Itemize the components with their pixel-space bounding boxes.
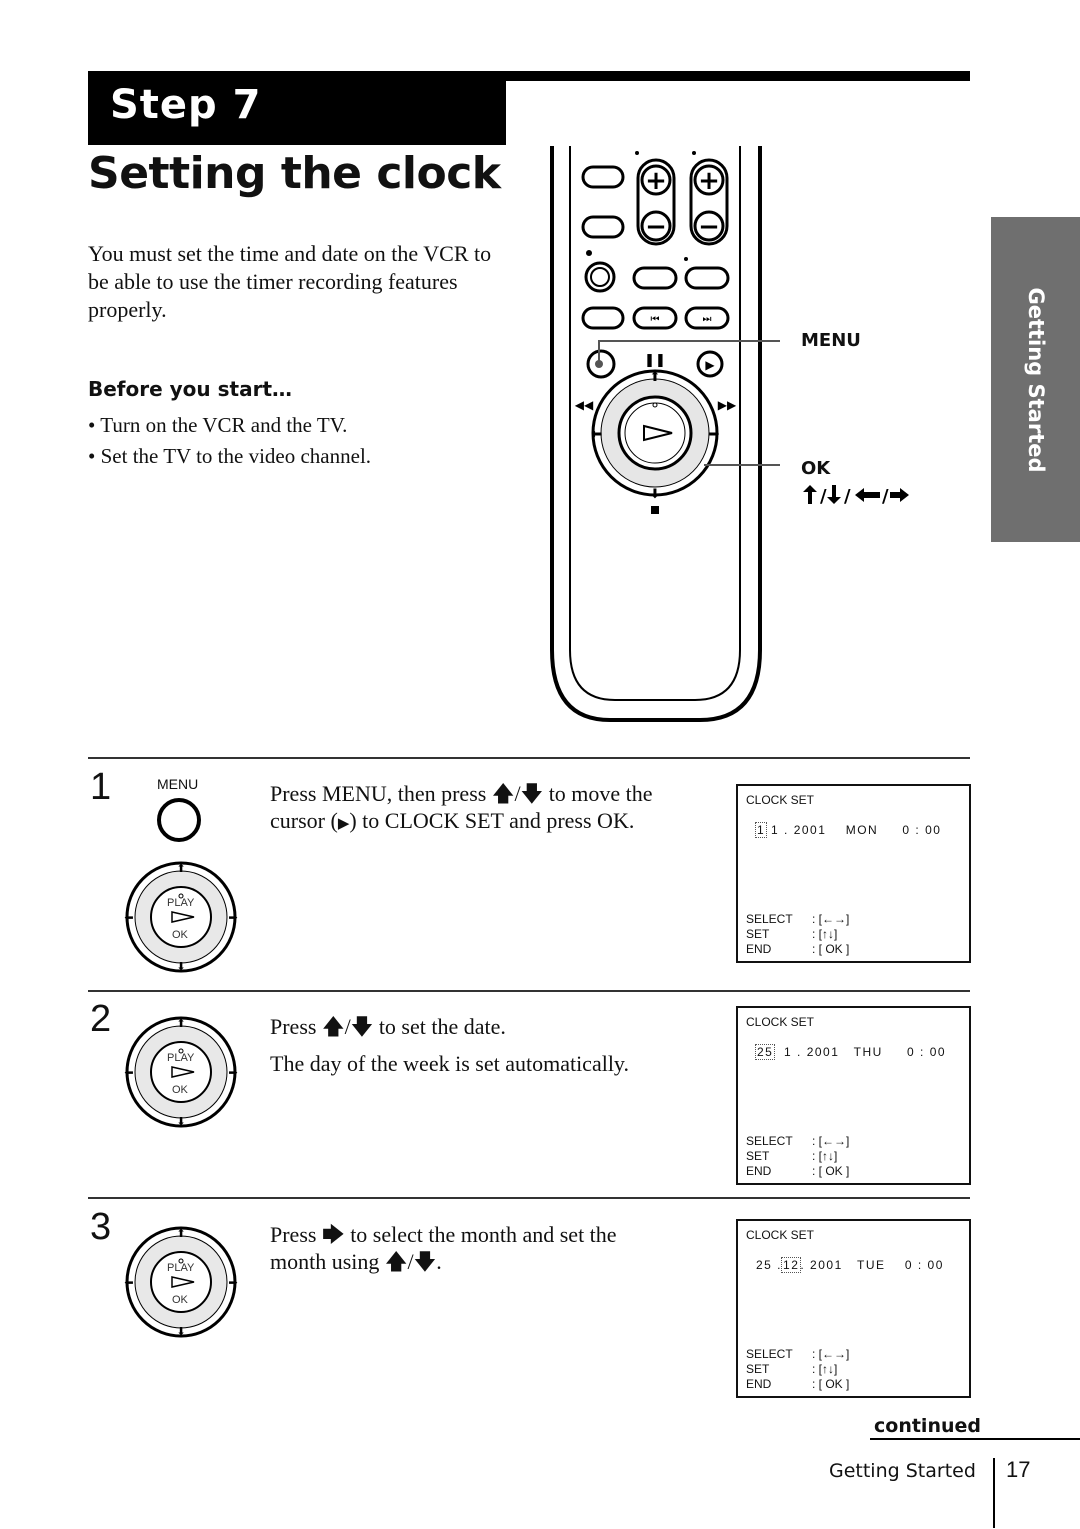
svg-text:❚❚: ❚❚ [644, 353, 666, 368]
continued-label: continued [874, 1415, 981, 1437]
up-down-arrow-icon: 🡅/🡇 [491, 781, 544, 806]
svg-text:+: + [698, 166, 720, 196]
footer-section-name: Getting Started [829, 1460, 976, 1482]
step-instruction: Press MENU, then press 🡅/🡇 to move the cursor (▶) to CLOCK SET and press OK. [270, 781, 653, 833]
svg-text:➡: ➡ [228, 1066, 238, 1079]
svg-text:⏭: ⏭ [702, 314, 712, 325]
screen-date-line: 25 .12. 2001 TUE 0 : 00 [756, 1258, 944, 1272]
clock-set-screen [736, 1006, 971, 1185]
svg-text:⬆: ⬆ [649, 370, 661, 385]
svg-text:/: / [820, 486, 827, 506]
svg-text:◀◀: ◀◀ [574, 398, 594, 412]
screen-value: : [↑↓] [812, 1362, 838, 1376]
screen-value: : [ OK ] [812, 1377, 850, 1391]
svg-text:+: + [645, 166, 667, 196]
blinking-month: 12 [783, 1258, 800, 1272]
screen-value: : [ OK ] [812, 1164, 850, 1178]
blinking-day: 1 [757, 823, 766, 837]
dpad-ok-label: OK [172, 929, 188, 941]
dpad-play-label: PLAY [167, 1262, 195, 1274]
screen-value: : [ OK ] [812, 942, 850, 956]
before-you-start-heading: Before you start… [88, 377, 293, 401]
clock-set-screen [736, 1219, 971, 1398]
svg-text:⬇: ⬇ [176, 1325, 186, 1338]
screen-key: SET [746, 927, 770, 941]
step-number: 1 [90, 766, 112, 808]
screen-key: SELECT [746, 1347, 793, 1361]
screen-key: END [746, 942, 772, 956]
screen-key: END [746, 1377, 772, 1391]
dpad-icon [122, 1015, 240, 1129]
screen-title: CLOCK SET [746, 793, 815, 807]
svg-text:−: − [698, 212, 720, 242]
play-triangle-icon: ▶ [337, 816, 350, 832]
screen-value: : [←→] [812, 1134, 850, 1148]
screen-value: : [←→] [812, 912, 850, 926]
screen-value: : [↑↓] [812, 927, 838, 941]
ok-callout-label: OK [801, 458, 831, 479]
section-divider [88, 757, 970, 759]
screen-date-line: 1 1 . 2001 MON 0 : 00 [757, 823, 942, 837]
menu-button-label: MENU [157, 776, 199, 792]
screen-key: SELECT [746, 912, 793, 926]
svg-text:➡: ➡ [228, 1276, 238, 1289]
dpad-icon [122, 1225, 240, 1339]
step-number: 3 [90, 1206, 112, 1248]
continued-rule [870, 1438, 1080, 1440]
svg-text:⏮: ⏮ [650, 314, 660, 325]
dpad-icon [122, 860, 240, 974]
page-number: 17 [1006, 1457, 1031, 1482]
intro-paragraph: You must set the time and date on the VCR to be able to use the timer recording features properly. [88, 241, 492, 322]
step-number: 2 [90, 998, 112, 1040]
dpad-ok-label: OK [172, 1084, 188, 1096]
svg-text:⬅: ⬅ [591, 427, 603, 442]
screen-title: CLOCK SET [746, 1228, 815, 1242]
menu-button-icon [155, 798, 207, 842]
section-divider [88, 990, 970, 992]
clock-set-screen [736, 784, 971, 963]
screen-title: CLOCK SET [746, 1015, 815, 1029]
svg-text:⬅: ⬅ [124, 1276, 134, 1289]
page-title: Setting the clock [88, 148, 501, 199]
bullet-item: • Turn on the VCR and the TV. [88, 413, 348, 437]
bullet-item: • Set the TV to the video channel. [88, 444, 372, 468]
svg-text:⬅: ⬅ [124, 911, 134, 924]
svg-text:⬇: ⬇ [649, 487, 661, 502]
step-label: Step 7 [110, 82, 262, 128]
dpad-play-label: PLAY [167, 897, 195, 909]
screen-key: SET [746, 1149, 770, 1163]
screen-date-line: 25 1 . 2001 THU 0 : 00 [757, 1045, 947, 1059]
section-divider [88, 1197, 970, 1199]
step-instruction: Press 🡅/🡇 to set the date. [270, 1014, 506, 1039]
up-down-arrow-icon: 🡅/🡇 [321, 1014, 374, 1039]
svg-text:⬇: ⬇ [176, 960, 186, 973]
svg-text:−: − [645, 212, 667, 242]
dpad-play-label: PLAY [167, 1052, 195, 1064]
svg-text:⬆: ⬆ [176, 1017, 186, 1030]
arrow-callout [800, 484, 910, 511]
screen-key: SELECT [746, 1134, 793, 1148]
right-arrow-icon: 🡆 [321, 1222, 345, 1247]
svg-text:⬆: ⬆ [176, 862, 186, 875]
step-instruction: Press 🡆 to select the month and set the month using 🡅/🡇. [270, 1222, 617, 1274]
svg-text:▶: ▶ [705, 358, 715, 372]
blinking-day: 25 [757, 1045, 774, 1059]
footer-divider [993, 1458, 995, 1528]
step-note: The day of the week is set automatically. [270, 1051, 630, 1076]
svg-text:⬅: ⬅ [124, 1066, 134, 1079]
screen-key: SET [746, 1362, 770, 1376]
svg-text:⬆: ⬆ [176, 1227, 186, 1240]
svg-text:/: / [844, 486, 851, 506]
screen-value: : [↑↓] [812, 1149, 838, 1163]
svg-text:▶▶: ▶▶ [717, 398, 737, 412]
menu-callout-label: MENU [801, 330, 861, 351]
screen-key: END [746, 1164, 772, 1178]
arrow-keys-icon [800, 484, 910, 506]
svg-text:➡: ➡ [228, 911, 238, 924]
remote-control-illustration [540, 140, 780, 730]
svg-text:⬇: ⬇ [176, 1115, 186, 1128]
up-down-arrow-icon: 🡅/🡇 [384, 1249, 437, 1274]
section-tab-label: Getting Started [1024, 287, 1048, 473]
dpad-ok-label: OK [172, 1294, 188, 1306]
svg-text:/: / [882, 486, 889, 506]
screen-value: : [←→] [812, 1347, 850, 1361]
svg-text:➡: ➡ [708, 427, 720, 442]
